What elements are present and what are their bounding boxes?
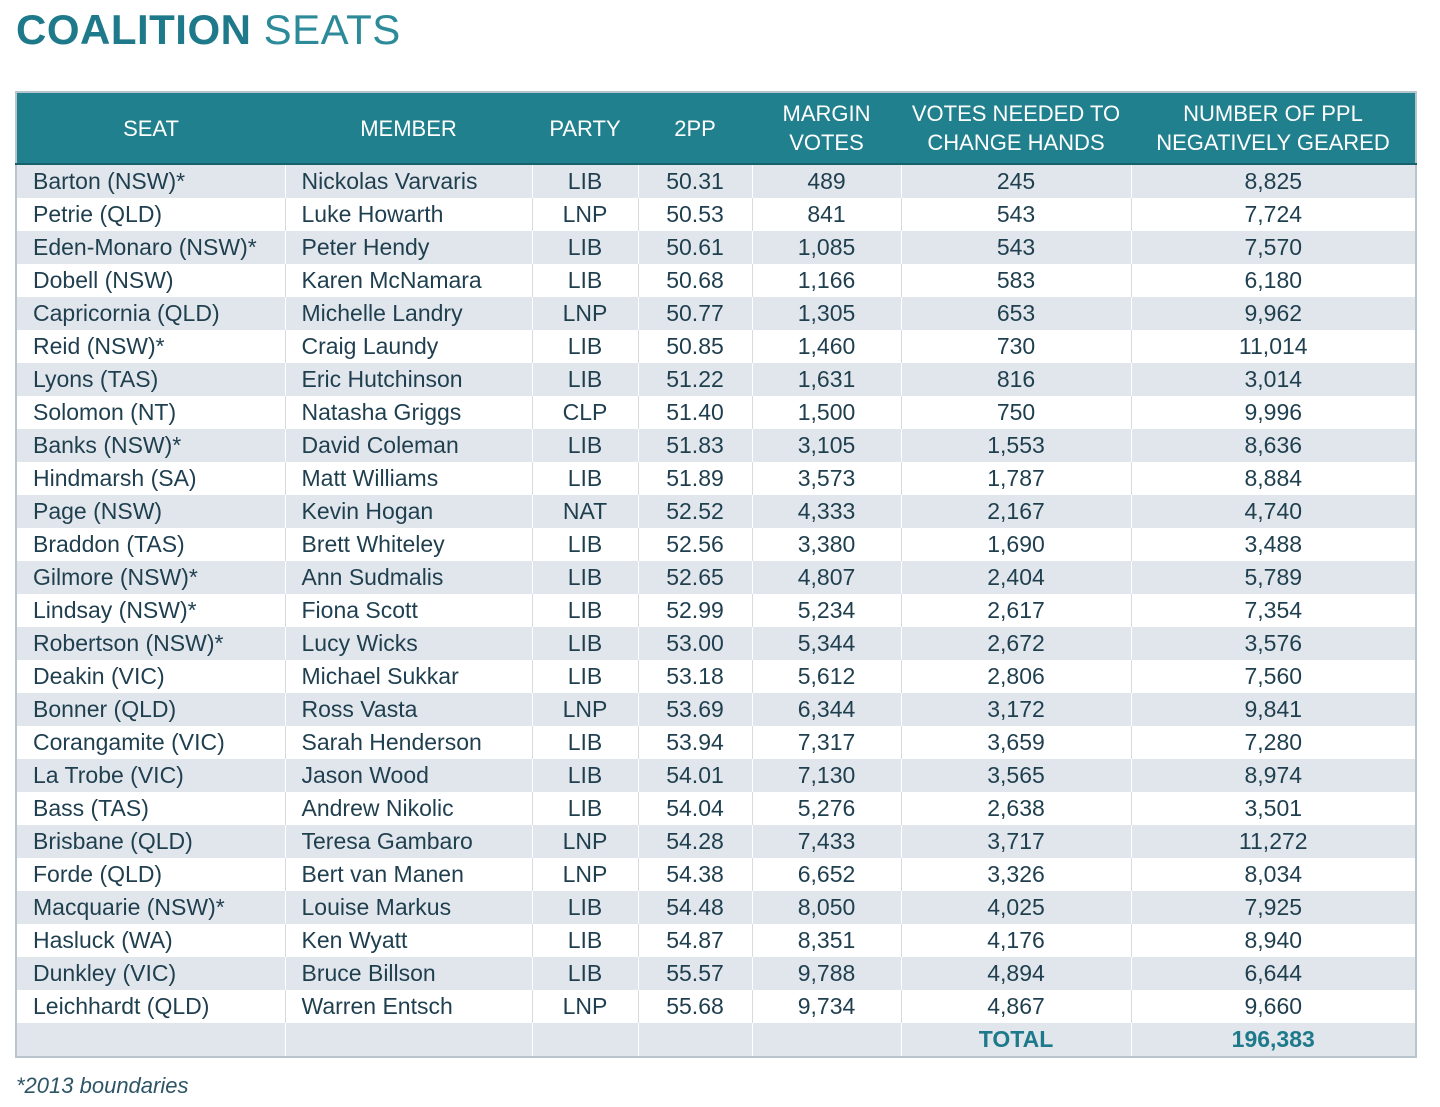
negatively-geared-cell: 8,940 xyxy=(1131,924,1416,957)
seat-cell: Page (NSW) xyxy=(16,495,285,528)
party-cell: LIB xyxy=(532,792,638,825)
2pp-cell: 54.04 xyxy=(638,792,752,825)
votes-needed-cell: 3,717 xyxy=(901,825,1131,858)
total-row xyxy=(16,1023,1416,1057)
party-cell: LIB xyxy=(532,231,638,264)
margin-votes-cell: 1,631 xyxy=(752,363,901,396)
party-cell: LIB xyxy=(532,759,638,792)
footnote: *2013 boundaries xyxy=(16,1073,189,1098)
votes-needed-cell: 653 xyxy=(901,297,1131,330)
table-row xyxy=(16,858,1416,891)
margin-votes-cell: 7,130 xyxy=(752,759,901,792)
seat-cell: Solomon (NT) xyxy=(16,396,285,429)
table-row xyxy=(16,561,1416,594)
2pp-cell: 54.48 xyxy=(638,891,752,924)
member-cell: Brett Whiteley xyxy=(285,528,532,561)
title-bold: COALITION xyxy=(16,6,252,53)
negatively-geared-cell: 8,636 xyxy=(1131,429,1416,462)
table-row xyxy=(16,660,1416,693)
2pp-cell: 52.56 xyxy=(638,528,752,561)
seat-cell: Banks (NSW)* xyxy=(16,429,285,462)
seat-cell: Macquarie (NSW)* xyxy=(16,891,285,924)
party-cell: LIB xyxy=(532,594,638,627)
party-cell: LIB xyxy=(532,363,638,396)
votes-needed-cell: 2,638 xyxy=(901,792,1131,825)
seat-cell: Reid (NSW)* xyxy=(16,330,285,363)
party-cell: LIB xyxy=(532,957,638,990)
party-cell: LNP xyxy=(532,990,638,1023)
2pp-cell: 52.65 xyxy=(638,561,752,594)
party-cell: LIB xyxy=(532,429,638,462)
party-cell: LIB xyxy=(532,528,638,561)
member-cell: Bert van Manen xyxy=(285,858,532,891)
negatively-geared-cell: 9,996 xyxy=(1131,396,1416,429)
votes-needed-cell: 4,867 xyxy=(901,990,1131,1023)
2pp-cell: 50.77 xyxy=(638,297,752,330)
party-cell: LIB xyxy=(532,462,638,495)
negatively-geared-cell: 7,354 xyxy=(1131,594,1416,627)
2pp-cell: 52.99 xyxy=(638,594,752,627)
seat-cell: Deakin (VIC) xyxy=(16,660,285,693)
member-cell: Eric Hutchinson xyxy=(285,363,532,396)
negatively-geared-cell: 4,740 xyxy=(1131,495,1416,528)
negatively-geared-cell: 3,488 xyxy=(1131,528,1416,561)
party-cell: LIB xyxy=(532,561,638,594)
table-row xyxy=(16,726,1416,759)
margin-votes-cell: 5,612 xyxy=(752,660,901,693)
member-cell: Sarah Henderson xyxy=(285,726,532,759)
table-row xyxy=(16,231,1416,264)
margin-votes-cell: 1,500 xyxy=(752,396,901,429)
votes-needed-cell: 4,025 xyxy=(901,891,1131,924)
votes-needed-cell: 245 xyxy=(901,164,1131,198)
margin-votes-cell: 4,333 xyxy=(752,495,901,528)
member-cell: Natasha Griggs xyxy=(285,396,532,429)
2pp-cell: 54.28 xyxy=(638,825,752,858)
votes-needed-cell: 1,690 xyxy=(901,528,1131,561)
empty-cell xyxy=(532,1023,638,1057)
margin-votes-cell: 3,573 xyxy=(752,462,901,495)
member-cell: Ross Vasta xyxy=(285,693,532,726)
member-cell: Peter Hendy xyxy=(285,231,532,264)
seat-cell: Barton (NSW)* xyxy=(16,164,285,198)
member-cell: Teresa Gambaro xyxy=(285,825,532,858)
votes-needed-cell: 4,894 xyxy=(901,957,1131,990)
margin-votes-cell: 8,050 xyxy=(752,891,901,924)
seat-cell: Petrie (QLD) xyxy=(16,198,285,231)
votes-needed-cell: 3,172 xyxy=(901,693,1131,726)
margin-votes-cell: 3,380 xyxy=(752,528,901,561)
margin-votes-cell: 3,105 xyxy=(752,429,901,462)
2pp-cell: 50.85 xyxy=(638,330,752,363)
party-cell: LIB xyxy=(532,924,638,957)
2pp-cell: 50.68 xyxy=(638,264,752,297)
negatively-geared-cell: 9,660 xyxy=(1131,990,1416,1023)
votes-needed-cell: 4,176 xyxy=(901,924,1131,957)
votes-needed-cell: 3,565 xyxy=(901,759,1131,792)
seat-cell: Hindmarsh (SA) xyxy=(16,462,285,495)
votes-needed-cell: 2,167 xyxy=(901,495,1131,528)
votes-needed-cell: 3,659 xyxy=(901,726,1131,759)
votes-needed-cell: 2,617 xyxy=(901,594,1131,627)
votes-needed-cell: 3,326 xyxy=(901,858,1131,891)
negatively-geared-cell: 7,570 xyxy=(1131,231,1416,264)
coalition-seats-table xyxy=(15,91,1417,1058)
seat-cell: La Trobe (VIC) xyxy=(16,759,285,792)
negatively-geared-cell: 8,034 xyxy=(1131,858,1416,891)
column-header-seat: SEAT xyxy=(16,92,285,164)
table-row xyxy=(16,429,1416,462)
party-cell: LIB xyxy=(532,164,638,198)
member-cell: Jason Wood xyxy=(285,759,532,792)
seat-cell: Bass (TAS) xyxy=(16,792,285,825)
margin-votes-cell: 6,652 xyxy=(752,858,901,891)
table-row xyxy=(16,495,1416,528)
column-header-2pp: 2PP xyxy=(638,92,752,164)
votes-needed-cell: 816 xyxy=(901,363,1131,396)
party-cell: LNP xyxy=(532,858,638,891)
2pp-cell: 54.87 xyxy=(638,924,752,957)
2pp-cell: 54.01 xyxy=(638,759,752,792)
party-cell: LIB xyxy=(532,660,638,693)
party-cell: LIB xyxy=(532,330,638,363)
negatively-geared-cell: 6,644 xyxy=(1131,957,1416,990)
party-cell: NAT xyxy=(532,495,638,528)
margin-votes-cell: 5,234 xyxy=(752,594,901,627)
votes-needed-cell: 2,806 xyxy=(901,660,1131,693)
2pp-cell: 51.83 xyxy=(638,429,752,462)
party-cell: LNP xyxy=(532,693,638,726)
table-row xyxy=(16,198,1416,231)
table-row xyxy=(16,297,1416,330)
margin-votes-cell: 7,433 xyxy=(752,825,901,858)
2pp-cell: 55.57 xyxy=(638,957,752,990)
party-cell: LNP xyxy=(532,198,638,231)
negatively-geared-cell: 3,014 xyxy=(1131,363,1416,396)
negatively-geared-cell: 6,180 xyxy=(1131,264,1416,297)
total-value: 196,383 xyxy=(1131,1023,1416,1057)
votes-needed-cell: 750 xyxy=(901,396,1131,429)
column-header-negatively-geared: NUMBER OF PPL NEGATIVELY GEARED xyxy=(1131,92,1416,164)
margin-votes-cell: 1,460 xyxy=(752,330,901,363)
seat-cell: Gilmore (NSW)* xyxy=(16,561,285,594)
2pp-cell: 54.38 xyxy=(638,858,752,891)
negatively-geared-cell: 7,925 xyxy=(1131,891,1416,924)
member-cell: Craig Laundy xyxy=(285,330,532,363)
2pp-cell: 55.68 xyxy=(638,990,752,1023)
table-row xyxy=(16,363,1416,396)
party-cell: LIB xyxy=(532,264,638,297)
negatively-geared-cell: 9,962 xyxy=(1131,297,1416,330)
negatively-geared-cell: 3,576 xyxy=(1131,627,1416,660)
column-header-margin-votes: MARGIN VOTES xyxy=(752,92,901,164)
negatively-geared-cell: 8,974 xyxy=(1131,759,1416,792)
seat-cell: Robertson (NSW)* xyxy=(16,627,285,660)
table-row xyxy=(16,164,1416,198)
margin-votes-cell: 5,276 xyxy=(752,792,901,825)
table-row xyxy=(16,627,1416,660)
negatively-geared-cell: 5,789 xyxy=(1131,561,1416,594)
seat-cell: Hasluck (WA) xyxy=(16,924,285,957)
member-cell: Fiona Scott xyxy=(285,594,532,627)
member-cell: Bruce Billson xyxy=(285,957,532,990)
margin-votes-cell: 9,788 xyxy=(752,957,901,990)
column-header-member: MEMBER xyxy=(285,92,532,164)
seat-cell: Capricornia (QLD) xyxy=(16,297,285,330)
seat-cell: Dunkley (VIC) xyxy=(16,957,285,990)
table-row xyxy=(16,759,1416,792)
table-row xyxy=(16,693,1416,726)
empty-cell xyxy=(16,1023,285,1057)
negatively-geared-cell: 3,501 xyxy=(1131,792,1416,825)
member-cell: Matt Williams xyxy=(285,462,532,495)
table-row xyxy=(16,462,1416,495)
member-cell: Louise Markus xyxy=(285,891,532,924)
table-row xyxy=(16,957,1416,990)
empty-cell xyxy=(638,1023,752,1057)
2pp-cell: 53.00 xyxy=(638,627,752,660)
party-cell: LIB xyxy=(532,726,638,759)
member-cell: Andrew Nikolic xyxy=(285,792,532,825)
negatively-geared-cell: 8,884 xyxy=(1131,462,1416,495)
title-light: SEATS xyxy=(251,6,401,53)
seat-cell: Lyons (TAS) xyxy=(16,363,285,396)
member-cell: Michelle Landry xyxy=(285,297,532,330)
member-cell: Luke Howarth xyxy=(285,198,532,231)
member-cell: Ken Wyatt xyxy=(285,924,532,957)
member-cell: Kevin Hogan xyxy=(285,495,532,528)
margin-votes-cell: 841 xyxy=(752,198,901,231)
margin-votes-cell: 9,734 xyxy=(752,990,901,1023)
votes-needed-cell: 543 xyxy=(901,231,1131,264)
2pp-cell: 53.94 xyxy=(638,726,752,759)
seat-cell: Bonner (QLD) xyxy=(16,693,285,726)
2pp-cell: 50.31 xyxy=(638,164,752,198)
table-row xyxy=(16,825,1416,858)
member-cell: David Coleman xyxy=(285,429,532,462)
table-row xyxy=(16,891,1416,924)
seat-cell: Leichhardt (QLD) xyxy=(16,990,285,1023)
seat-cell: Forde (QLD) xyxy=(16,858,285,891)
member-cell: Ann Sudmalis xyxy=(285,561,532,594)
table-row xyxy=(16,924,1416,957)
table-header xyxy=(16,92,1416,164)
margin-votes-cell: 4,807 xyxy=(752,561,901,594)
table-body xyxy=(16,164,1416,1057)
negatively-geared-cell: 9,841 xyxy=(1131,693,1416,726)
seat-cell: Lindsay (NSW)* xyxy=(16,594,285,627)
table-row xyxy=(16,594,1416,627)
votes-needed-cell: 543 xyxy=(901,198,1131,231)
margin-votes-cell: 8,351 xyxy=(752,924,901,957)
table-row xyxy=(16,396,1416,429)
empty-cell xyxy=(285,1023,532,1057)
party-cell: LNP xyxy=(532,297,638,330)
party-cell: LIB xyxy=(532,627,638,660)
member-cell: Warren Entsch xyxy=(285,990,532,1023)
member-cell: Michael Sukkar xyxy=(285,660,532,693)
negatively-geared-cell: 7,724 xyxy=(1131,198,1416,231)
party-cell: LNP xyxy=(532,825,638,858)
margin-votes-cell: 1,085 xyxy=(752,231,901,264)
seat-cell: Eden-Monaro (NSW)* xyxy=(16,231,285,264)
member-cell: Nickolas Varvaris xyxy=(285,164,532,198)
margin-votes-cell: 1,166 xyxy=(752,264,901,297)
party-cell: CLP xyxy=(532,396,638,429)
seat-cell: Corangamite (VIC) xyxy=(16,726,285,759)
page-title xyxy=(16,6,401,54)
member-cell: Karen McNamara xyxy=(285,264,532,297)
2pp-cell: 50.53 xyxy=(638,198,752,231)
table-row xyxy=(16,990,1416,1023)
margin-votes-cell: 489 xyxy=(752,164,901,198)
table-row xyxy=(16,792,1416,825)
negatively-geared-cell: 11,014 xyxy=(1131,330,1416,363)
2pp-cell: 51.22 xyxy=(638,363,752,396)
negatively-geared-cell: 8,825 xyxy=(1131,164,1416,198)
2pp-cell: 51.40 xyxy=(638,396,752,429)
2pp-cell: 50.61 xyxy=(638,231,752,264)
negatively-geared-cell: 7,280 xyxy=(1131,726,1416,759)
column-header-votes-needed: VOTES NEEDED TO CHANGE HANDS xyxy=(901,92,1131,164)
member-cell: Lucy Wicks xyxy=(285,627,532,660)
2pp-cell: 52.52 xyxy=(638,495,752,528)
table-row xyxy=(16,528,1416,561)
votes-needed-cell: 2,672 xyxy=(901,627,1131,660)
2pp-cell: 51.89 xyxy=(638,462,752,495)
votes-needed-cell: 2,404 xyxy=(901,561,1131,594)
table-row xyxy=(16,330,1416,363)
table-row xyxy=(16,264,1416,297)
margin-votes-cell: 6,344 xyxy=(752,693,901,726)
party-cell: LIB xyxy=(532,891,638,924)
negatively-geared-cell: 11,272 xyxy=(1131,825,1416,858)
votes-needed-cell: 1,787 xyxy=(901,462,1131,495)
2pp-cell: 53.18 xyxy=(638,660,752,693)
margin-votes-cell: 1,305 xyxy=(752,297,901,330)
seat-cell: Braddon (TAS) xyxy=(16,528,285,561)
margin-votes-cell: 7,317 xyxy=(752,726,901,759)
negatively-geared-cell: 7,560 xyxy=(1131,660,1416,693)
column-header-party: PARTY xyxy=(532,92,638,164)
seat-cell: Brisbane (QLD) xyxy=(16,825,285,858)
votes-needed-cell: 1,553 xyxy=(901,429,1131,462)
empty-cell xyxy=(752,1023,901,1057)
votes-needed-cell: 583 xyxy=(901,264,1131,297)
margin-votes-cell: 5,344 xyxy=(752,627,901,660)
seat-cell: Dobell (NSW) xyxy=(16,264,285,297)
2pp-cell: 53.69 xyxy=(638,693,752,726)
total-label: TOTAL xyxy=(901,1023,1131,1057)
votes-needed-cell: 730 xyxy=(901,330,1131,363)
